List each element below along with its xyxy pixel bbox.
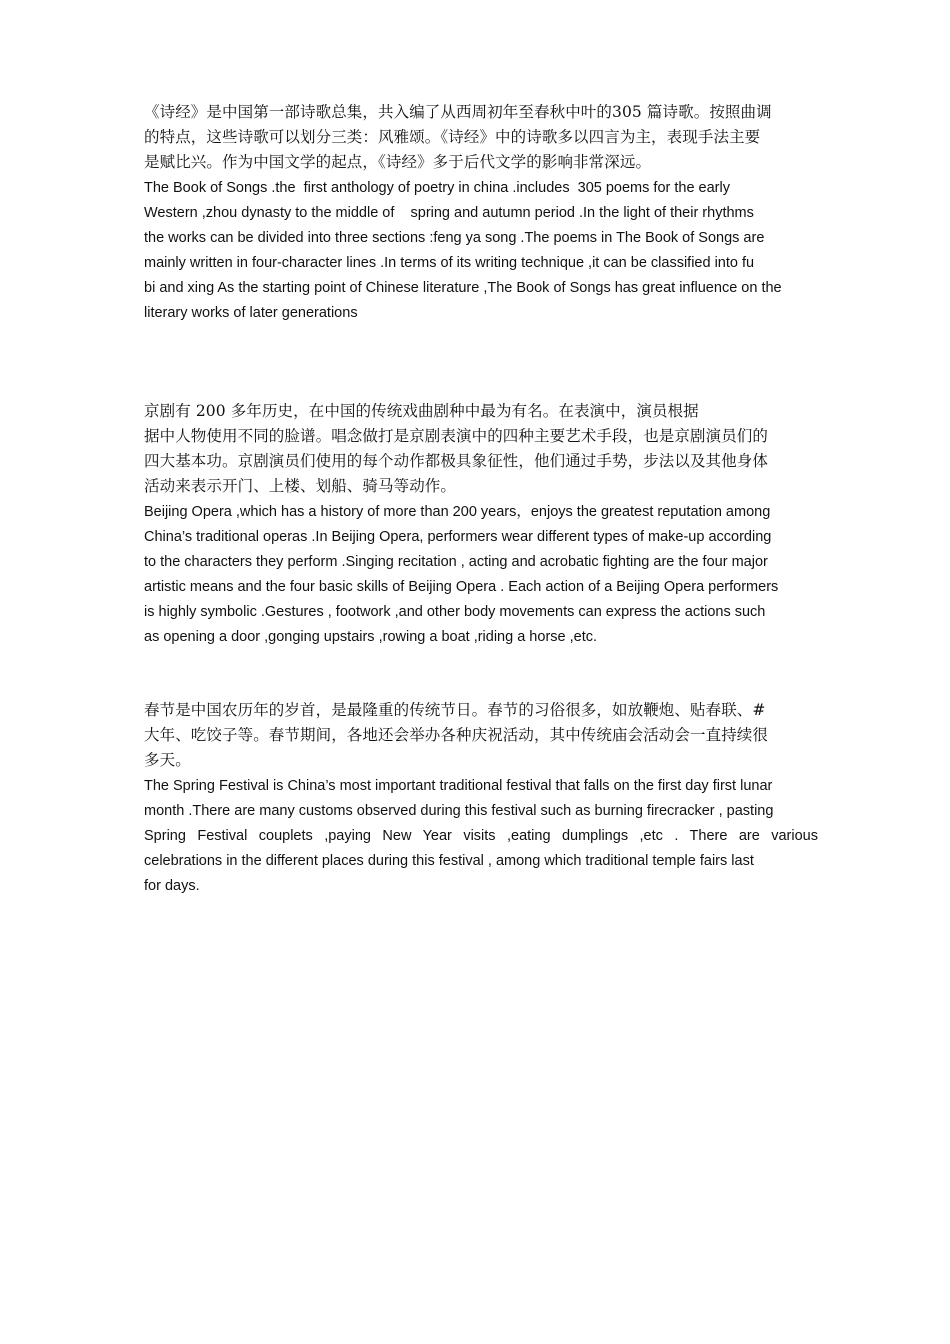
zh-paragraph-line: 活动来表示开门、上楼、划船、骑马等动作。 xyxy=(144,477,457,495)
en-paragraph-line: bi and xing As the starting point of Chinese literature ,The Book of Songs has great influence on the xyxy=(144,280,782,296)
en-paragraph-line: celebrations in the different places during this festival , among which traditional temple fairs last xyxy=(144,853,754,869)
zh-paragraph-line: 的特点，这些诗歌可以划分三类：风雅颂。《诗经》中的诗歌多以四言为主，表现手法主要 xyxy=(144,128,761,146)
en-paragraph-line: The Spring Festival is China’s most important traditional festival that falls on the first day first lunar xyxy=(144,778,773,794)
en-paragraph-line: month .There are many customs observed during this festival such as burning firecracker , pasting xyxy=(144,803,774,819)
zh-paragraph-line: 是赋比兴。作为中国文学的起点，《诗经》多于后代文学的影响非常深远。 xyxy=(144,153,652,171)
en-paragraph-line: Spring Festival couplets ,paying New Year visits ,eating dumplings ,etc . There are various xyxy=(144,828,818,844)
en-paragraph-line: as opening a door ,gonging upstairs ,rowing a boat ,riding a horse ,etc. xyxy=(144,629,598,645)
zh-paragraph-line: 据中人物使用不同的脸谱。唱念做打是京剧表演中的四种主要艺术手段，也是京剧演员们的 xyxy=(144,427,769,445)
zh-paragraph-line: 多天。 xyxy=(144,751,191,769)
en-paragraph-line: Western ,zhou dynasty to the middle of spring and autumn period .In the light of their rhythms xyxy=(144,205,754,221)
en-paragraph-line: is highly symbolic .Gestures , footwork ,and other body movements can express the actions such xyxy=(144,604,766,620)
en-paragraph-line: for days. xyxy=(144,878,200,894)
en-paragraph-line: artistic means and the four basic skills of Beijing Opera . Each action of a Beijing Opera performers xyxy=(144,579,779,595)
zh-paragraph-line: 京剧有 200 多年历史，在中国的传统戏曲剧种中最为有名。在表演中，演员根据 xyxy=(144,402,699,420)
zh-paragraph-line: 大年、吃饺子等。春节期间，各地还会举办各种庆祝活动，其中传统庙会活动会一直持续很 xyxy=(144,726,769,744)
zh-paragraph-line: 《诗经》是中国第一部诗歌总集，共入编了从西周初年至春秋中叶的305 篇诗歌。按照曲调 xyxy=(144,103,772,121)
en-paragraph-line: the works can be divided into three sections :feng ya song .The poems in The Book of Songs are xyxy=(144,230,765,246)
zh-paragraph-line: 四大基本功。京剧演员们使用的每个动作都极具象征性，他们通过手势，步法以及其他身体 xyxy=(144,452,769,470)
zh-paragraph-line: 春节是中国农历年的岁首，是最隆重的传统节日。春节的习俗很多，如放鞭炮、贴春联、# xyxy=(144,701,766,719)
en-paragraph-line: China’s traditional operas .In Beijing Opera, performers wear different types of make-up according xyxy=(144,529,772,545)
en-paragraph-line: mainly written in four-character lines .In terms of its writing technique ,it can be classified into fu xyxy=(144,255,755,271)
en-paragraph-line: to the characters they perform .Singing recitation , acting and acrobatic fighting are the four major xyxy=(144,554,768,570)
en-paragraph-line: literary works of later generations xyxy=(144,305,358,321)
en-paragraph-line: The Book of Songs .the first anthology of poetry in china .includes 305 poems for the early xyxy=(144,180,730,196)
en-paragraph-line: Beijing Opera ,which has a history of more than 200 years，enjoys the greatest reputation among xyxy=(144,504,771,520)
